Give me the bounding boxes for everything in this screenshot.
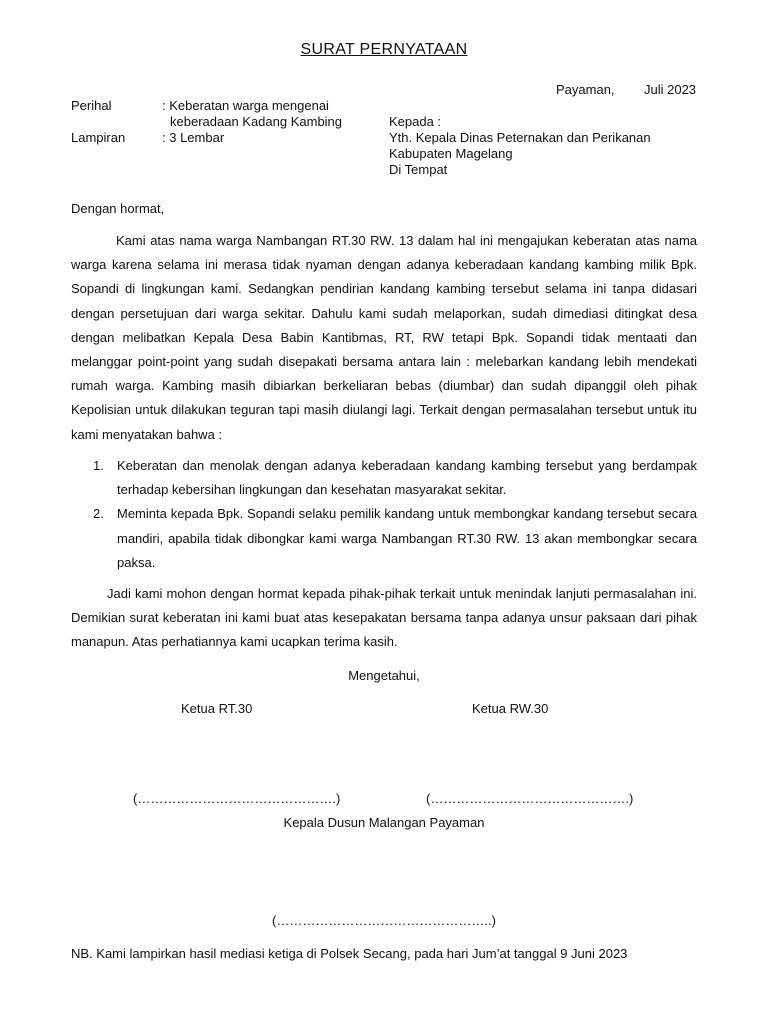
recipient-line1: Yth. Kepala Dinas Peternakan dan Perikanan (389, 130, 651, 145)
body-paragraph: Kami atas nama warga Nambangan RT.30 RW. 13 dalam hal ini mengajukan keberatan atas nama warga karena selama ini merasa tidak nyaman dengan adanya keberadaan kandang kambing milik Bpk. Sopandi di lingkungan kami. Sedangkan pendirian kandang kambing tersebut selama ini tanpa didasari dengan persetujuan dari warga sekitar. Dahulu kami sudah melaporkan, sudah dimediasi ditingkat desa dengan melibatkan Kepala Desa Babin Kantibmas, RT, RW tetapi Bpk. Sopandi tidak mentaati dan melanggar point-point yang sudah disepakati bersama antara lain : melebarkan kandang lebih mendekati rumah warga. Kambing masih dibiarkan berkeliaran bebas (diumbar) dan sudah dipanggil oleh pihak Kepolisian untuk dilakukan teguran tapi masih diulangi lagi. Terkait dengan permasalahan tersebut untuk itu kami menyatakan bahwa : (71, 233, 697, 442)
rt-signature-line: (……………………………………….) (133, 791, 341, 806)
mengetahui-label: Mengetahui, (348, 668, 420, 683)
rw-signatory-label: Ketua RW.30 (472, 701, 549, 716)
recipient-line3: Di Tempat (389, 162, 448, 177)
kadus-signatory-label: Kepala Dusun Malangan Payaman (283, 815, 485, 830)
recipient-line2: Kabupaten Magelang (389, 146, 513, 161)
list-item (71, 502, 697, 575)
date-place: Payaman, (556, 82, 615, 97)
list-item-text: Keberatan dan menolak dengan adanya keberadaan kandang kambing tersebut yang berdampak terhadap kebersihan lingkungan dan kesehatan masyarakat sekitar. (117, 458, 697, 498)
date-month-year: Juli 2023 (644, 82, 697, 97)
perihal-value-line1: : Keberatan warga mengenai (162, 98, 329, 113)
list-item (71, 454, 697, 502)
perihal-value-line2: keberadaan Kadang Kambing (170, 114, 343, 129)
lampiran-value: : 3 Lembar (162, 130, 225, 145)
recipient-kepada: Kepada : (389, 114, 442, 129)
kadus-signature-line: (…………………………………………..) (272, 913, 496, 928)
rt-signatory-label: Ketua RT.30 (181, 701, 253, 716)
footnote: NB. Kami lampirkan hasil mediasi ketiga di Polsek Secang, pada hari Jum’at tanggal 9 Juni 2023 (71, 946, 628, 961)
greeting: Dengan hormat, (71, 201, 165, 216)
list-item-text: Meminta kepada Bpk. Sopandi selaku pemilik kandang untuk membongkar kandang tersebut secara mandiri, apabila tidak dibongkar kami warga Nambangan RT.30 RW. 13 akan membongkar secara paksa. (117, 506, 697, 570)
letter-title: SURAT PERNYATAAN (300, 41, 468, 58)
list-item-number: 2. (93, 506, 104, 522)
closing-paragraph: Jadi kami mohon dengan hormat kepada pihak-pihak terkait untuk menindak lanjuti permasalahan ini. Demikian surat keberatan ini kami buat atas kesepakatan bersama tanpa adanya unsur paksaan dari pihak manapun. Atas perhatiannya kami ucapkan terima kasih. (71, 586, 697, 650)
list-item-number: 1. (93, 458, 104, 473)
perihal-label: Perihal (71, 98, 112, 113)
lampiran-label: Lampiran (71, 130, 126, 145)
statement-list (71, 454, 697, 575)
rw-signature-line: (……………………………………….) (426, 791, 634, 806)
